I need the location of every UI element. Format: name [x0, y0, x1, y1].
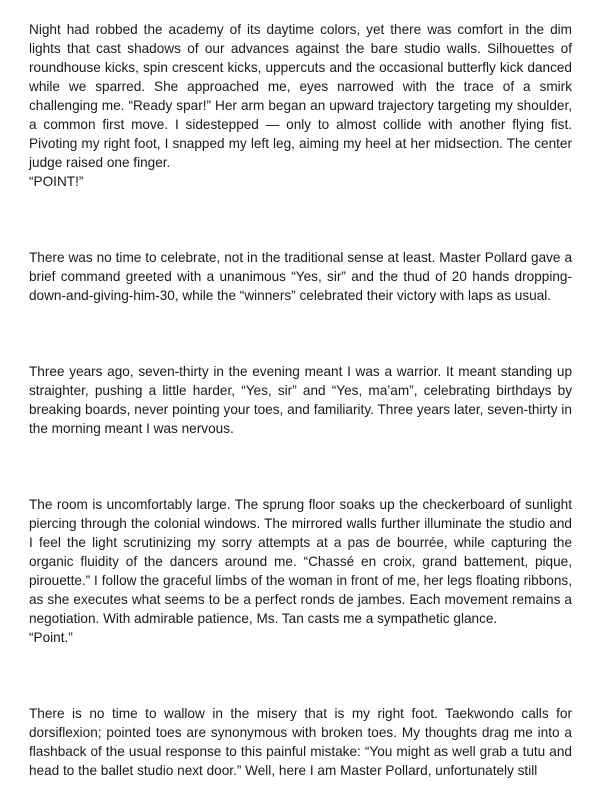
- essay-page: [29, 20, 572, 780]
- paragraph-sparring: Night had robbed the academy of its daytime colors, yet there was comfort in the dim lights that cast shadows of our advances against the bare studio walls. Silhouettes of roundhouse kicks, spin crescent kicks, uppercuts and the occasional butterfly kick danced while we sparred. She approached me, eyes narrowed with the trace of a smirk challenging me. “Ready spar!” Her arm began an upward trajectory targeting my shoulder, a common first move. I sidestepped — only to almost collide with another flying fist. Pivoting my right foot, I snapped my left leg, aiming my heel at her midsection. The center judge raised one finger.: [29, 22, 572, 170]
- paragraph-wallow: There is no time to wallow in the misery that is my right foot. Taekwondo calls for dorsiflexion; pointed toes are synonymous with broken toes. My thoughts drag me into a flashback of the usual response to this painful mistake: “You might as well grab a tutu and head to the ballet studio next door.” Well, here I am Master Pollard, unfortunately still: [29, 706, 572, 778]
- paragraph-three-years: Three years ago, seven-thirty in the evening meant I was a warrior. It meant standing up straighter, pushing a little harder, “Yes, sir” and “Yes, ma’am”, celebrating birthdays by breaking boards, never pointing your toes, and familiarity. Three years later, seven-thirty in the morning meant I was nervous.: [29, 364, 572, 436]
- paragraph-point-quiet: “Point.”: [29, 630, 73, 645]
- paragraph-celebrate: There was no time to celebrate, not in the traditional sense at least. Master Pollard gave a brief command greeted with a unanimous “Yes, sir” and the thud of 20 hands dropping-down-and-giving-him-30, while the “winners” celebrated their victory with laps as usual.: [29, 250, 572, 303]
- paragraph-point-shout: “POINT!”: [29, 174, 84, 189]
- paragraph-ballet-room: The room is uncomfortably large. The sprung floor soaks up the checkerboard of sunlight piercing through the colonial windows. The mirrored walls further illuminate the studio and I feel the light scrutinizing my sorry attempts at a pas de bourrée, while capturing the organic fluidity of the dancers around me. “Chassé en croix, grand battement, pique, pirouette.” I follow the graceful limbs of the woman in front of me, her legs floating ribbons, as she executes what seems to be a perfect ronds de jambes. Each movement remains a negotiation. With admirable patience, Ms. Tan casts me a sympathetic glance.: [29, 497, 572, 626]
